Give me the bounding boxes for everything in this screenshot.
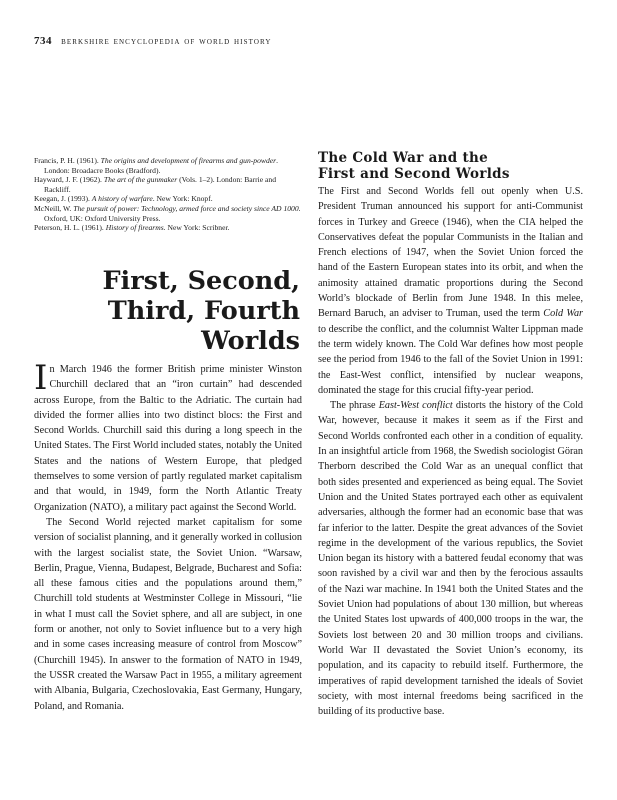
left-column xyxy=(34,358,302,714)
italic-term: East-West conflict xyxy=(378,400,453,412)
italic-term: Cold War xyxy=(543,308,583,320)
right-column xyxy=(318,184,583,719)
further-reading-list xyxy=(34,156,302,233)
reference-item: Hayward, J. F. (1962). The art of the gunmaker (Vols. 1–2). London: Barrie and Rackliff. xyxy=(34,175,277,194)
reference-item: Francis, P. H. (1961). The origins and development of firearms and gun-powder. London: Broadacre Books (Bradford). xyxy=(34,156,278,175)
reference-item: Keegan, J. (1993). A history of warfare. New York: Knopf. xyxy=(34,194,213,204)
section-heading: The Cold War and the First and Second Worlds xyxy=(318,150,510,182)
running-header xyxy=(34,35,272,47)
book-title: berkshire encyclopedia of world history xyxy=(61,36,272,47)
drop-cap: I xyxy=(34,358,48,398)
article-title-line: Worlds xyxy=(201,326,300,356)
article-title-line: Third, Fourth xyxy=(107,296,300,326)
body-paragraph: The phrase East-West conflict distorts the history of the Cold War, however, because it makes it seem as if the First and Second Worlds confronted each other in a condition of equality. In an insightful article from 1968, the Swedish sociologist Göran Therborn described the Cold War as an unequal conflict that both sides presented and experienced as being equal. The Soviet Union and the United States portrayed each other as equivalent adversaries, although the former had an economic base that was far inferior to the latter. Despite the great advances of the Soviet regime in the development of the various republics, the Soviet Union began its history with a battered feudal economy that was soon ravished by a civil war and then by the ferocious assaults of the Nazi war machine. In 1941 both the United States and the Soviet Union had populations of about 130 million, but whereas the United States lost upwards of 400,000 troops in the war, the Soviets lost between 20 and 30 million troops and civilians. World War II devastated the Soviet Union’s economy, its population, and its capacity to rebuild itself. Furthermore, the imperatives of rapid development tarnished the ideals of Soviet society, with most internal freedoms being sacrificed in the building of its productive base. xyxy=(318,400,583,718)
article-title-line: First, Second, xyxy=(102,266,300,296)
body-paragraph: In March 1946 the former British prime minister Winston Churchill declared that an “iron curtain” had descended across Europe, from the Baltic to the Adriatic. The curtain had divided the former allies into two distinct blocs: the First and Second Worlds. Churchill said this during a long speech in the United States. The First World included states, notably the United States and the nations of Western Europe, that pledged themselves to some version of partly regulated market capitalism and that would, in 1949, form the North Atlantic Treaty Organization (NATO), a military pact against the Second World. xyxy=(34,358,302,513)
body-paragraph: The First and Second Worlds fell out openly when U.S. President Truman announced his support for anti-Communist forces in Turkey and Greece (1946), when the CIA helped the Conservatives defeat the popular Communists in the Italian and French elections of 1947, when the Soviet Union forced the hand of the Eastern European states into its orbit, and when the animosity attained dramatic proportions during the Second World’s blockade of Berlin from June 1948. In this melee, Bernard Baruch, an adviser to Truman, used the term Cold War to describe the conflict, and the columnist Walter Lippman made the term widely known. The Cold War defines how most people see the period from 1946 to the fall of the Soviet Union in 1991: the East-West conflict, intensified by nuclear weapons, dominated the stage for this crucial fifty-year period. xyxy=(318,186,583,396)
reference-item: McNeill, W. The pursuit of power: Technology, armed force and society since AD 1000. Oxford, UK: Oxford University Press. xyxy=(34,203,301,223)
article-title xyxy=(80,266,300,356)
page-number: 734 xyxy=(34,35,52,47)
body-paragraph: The Second World rejected market capitalism for some version of socialist planning, and it generally worked in collusion with the largest socialist state, the Soviet Union. “Warsaw, Berlin, Prague, Vienna, Budapest, Belgrade, Bucharest and Sofia: all these famous cities and the populations around them,” Churchill told students at Westminster College in Missouri, “lie in what I must call the Soviet sphere, and all are subject, in one form or another, not only to Soviet influence but to a very high and in some cases increasing measure of control from Moscow” (Churchill 1945). In answer to the formation of NATO in 1949, the USSR created the Warsaw Pact in 1955, a military agreement with Albania, Bulgaria, Czechoslovakia, East Germany, Hungary, Poland, and Romania. xyxy=(34,516,302,712)
reference-item: Peterson, H. L. (1961). History of firearms. New York: Scribner. xyxy=(34,223,230,233)
